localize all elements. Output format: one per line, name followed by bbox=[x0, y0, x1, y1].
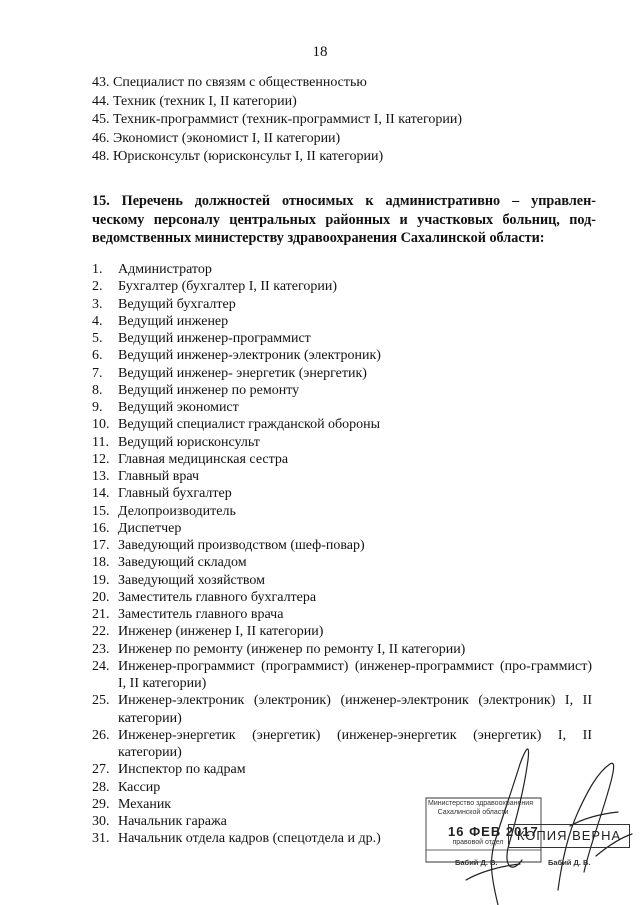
item-number: 29. bbox=[92, 796, 110, 812]
item-text: Бухгалтер (бухгалтер I, II категории) bbox=[118, 279, 338, 295]
stamp-org-line: Сахалинской области bbox=[437, 809, 509, 816]
item-number: 22. bbox=[92, 624, 110, 640]
item-number: 4. bbox=[92, 313, 103, 329]
item-number: 10. bbox=[92, 417, 110, 433]
item-text: Заместитель главного бухгалтера bbox=[118, 589, 317, 605]
item-number: 8. bbox=[92, 382, 103, 398]
list-item: 43. Специалист по связям с общественностью bbox=[92, 75, 367, 90]
stamp-date: 16 ФЕВ 2017 bbox=[448, 824, 539, 839]
signer-name: Бабий Д. В. bbox=[548, 858, 591, 867]
list-item: 45. Техник-программист (техник-программист I, II категории) bbox=[92, 112, 463, 128]
item-number: 13. bbox=[92, 469, 110, 484]
item-number: 11. bbox=[92, 434, 109, 450]
item-text: Инспектор по кадрам bbox=[118, 762, 246, 778]
heading-line: ческому персоналу центральных районных и участковых больниц, под- bbox=[92, 211, 596, 228]
item-text: Администратор bbox=[118, 262, 212, 277]
item-text: Ведущий инженер- энергетик (энергетик) bbox=[118, 365, 367, 381]
item-number: 24. bbox=[92, 658, 110, 674]
item-number: 18. bbox=[92, 555, 110, 571]
item-text: Механик bbox=[118, 796, 172, 812]
item-number: 27. bbox=[92, 762, 110, 778]
list-item: 44. Техник (техник I, II категории) bbox=[92, 93, 297, 109]
item-text: Заведующий производством (шеф-повар) bbox=[118, 538, 365, 553]
item-number: 21. bbox=[92, 607, 110, 622]
heading-line: ведомственных министерству здравоохранения Сахалинской области: bbox=[92, 230, 545, 246]
item-text: Главная медицинская сестра bbox=[118, 451, 289, 467]
item-number: 23. bbox=[92, 641, 110, 657]
item-number: 31. bbox=[92, 831, 110, 847]
item-number: 6. bbox=[92, 348, 103, 364]
item-text: Инженер-энергетик (энергетик) (инженер-энергетик (энергетик) I, II категории) bbox=[118, 727, 592, 760]
item-text: Начальник отдела кадров (спецотдела и др.) bbox=[118, 831, 381, 847]
item-text: Диспетчер bbox=[118, 520, 182, 536]
list-item: 48. Юрисконсульт (юрисконсульт I, II категории) bbox=[92, 149, 384, 165]
item-number: 16. bbox=[92, 520, 110, 536]
item-text: Заместитель главного врача bbox=[118, 607, 284, 622]
item-text: Главный врач bbox=[118, 469, 200, 484]
item-number: 7. bbox=[92, 365, 103, 381]
item-text: Ведущий инженер-электроник (электроник) bbox=[118, 348, 381, 364]
item-text: Делопроизводитель bbox=[118, 503, 236, 519]
item-number: 3. bbox=[92, 296, 103, 312]
item-text: Инженер по ремонту (инженер по ремонту I, II категории) bbox=[118, 641, 466, 657]
item-text: Кассир bbox=[118, 779, 161, 795]
item-number: 25. bbox=[92, 693, 110, 709]
page-number: 18 bbox=[312, 44, 328, 60]
item-text: Ведущий специалист гражданской обороны bbox=[118, 417, 381, 433]
item-number: 28. bbox=[92, 779, 110, 795]
copy-certified-stamp: КОПИЯ ВЕРНА bbox=[508, 824, 630, 848]
item-number: 14. bbox=[92, 486, 110, 502]
item-text: Ведущий инженер по ремонту bbox=[118, 382, 300, 398]
signer-name: Бабий Д. В. bbox=[455, 858, 498, 867]
item-number: 1. bbox=[92, 262, 103, 277]
item-number: 17. bbox=[92, 538, 110, 553]
item-text: Инженер (инженер I, II категории) bbox=[118, 624, 324, 640]
item-number: 12. bbox=[92, 451, 110, 467]
heading-line: 15. Перечень должностей относимых к административно – управлен- bbox=[92, 193, 596, 209]
stamp-org-line: Министерство здравоохранения bbox=[428, 800, 533, 807]
item-number: 30. bbox=[92, 814, 110, 829]
item-text: Ведущий юрисконсульт bbox=[118, 434, 260, 450]
item-text: Начальник гаража bbox=[118, 814, 227, 829]
item-text: Заведующий хозяйством bbox=[118, 572, 265, 588]
item-text: Ведущий инженер bbox=[118, 313, 229, 329]
item-number: 15. bbox=[92, 503, 110, 519]
item-number: 2. bbox=[92, 279, 103, 295]
item-text: Инженер-программист (программист) (инженер-программист (про-граммист) I, II категории) bbox=[118, 658, 592, 691]
stamp-dept-line: правовой отдел bbox=[452, 839, 504, 846]
item-number: 26. bbox=[92, 727, 110, 743]
item-text: Заведующий складом bbox=[118, 555, 247, 571]
list-item: 46. Экономист (экономист I, II категории) bbox=[92, 130, 341, 146]
item-text: Ведущий инженер-программист bbox=[118, 331, 311, 346]
item-text: Инженер-электроник (электроник) (инженер-электроник (электроник) I, II категории) bbox=[118, 693, 592, 726]
item-text: Ведущий экономист bbox=[118, 400, 239, 415]
item-number: 20. bbox=[92, 589, 110, 605]
item-text: Ведущий бухгалтер bbox=[118, 296, 236, 312]
item-number: 19. bbox=[92, 572, 110, 588]
item-number: 9. bbox=[92, 400, 103, 415]
item-number: 5. bbox=[92, 331, 103, 346]
item-text: Главный бухгалтер bbox=[118, 486, 232, 502]
